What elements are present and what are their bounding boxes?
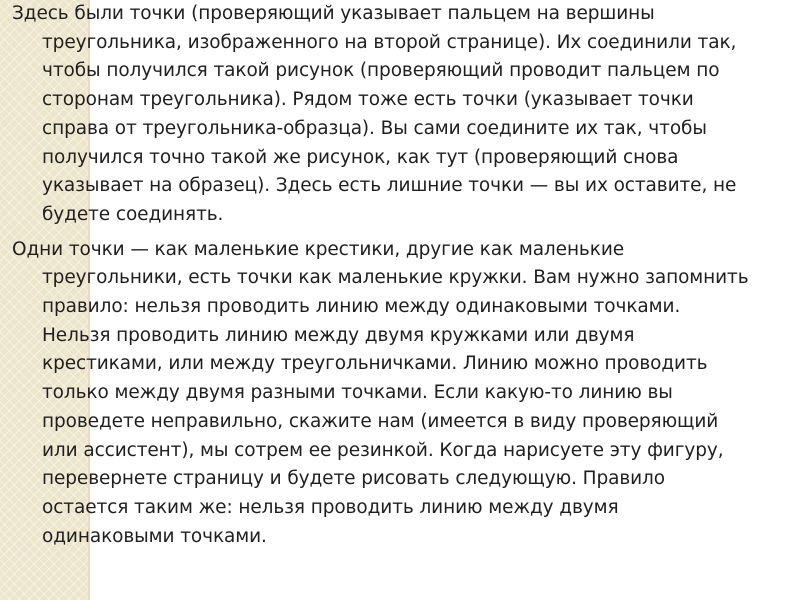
instruction-paragraph-1: Здесь были точки (проверяющий указывает пальцем на вершины треугольника, изображенного на второй странице). Их соединили так, чтобы получился такой рисунок (проверяющий проводит пальцем по сторонам треугольника). Рядом тоже есть точки (указывает точки справа от треугольника-образца). Вы сами соедините их так, чтобы получился точно такой же рисунок, как тут (проверяющий снова указывает на образец). Здесь есть лишние точки — вы их оставите, не будете соединять. <box>12 3 737 225</box>
slide-content <box>12 0 794 551</box>
instruction-paragraph-2: Одни точки — как маленькие крестики, другие как маленькие треугольники, есть точки как маленькие кружки. Вам нужно запомнить правило: нельзя проводить линию между одинаковыми точками. Нельзя проводить линию между двумя кружками или двумя крестиками, или между треугольничками. Линию можно проводить только между двумя разными точками. Если какую-то линию вы проведете неправильно, скажите нам (имеется в виду проверяющий или ассистент), мы сотрем ее резинкой. Когда нарисуете эту фигуру, перевернете страницу и будете рисовать следующую. Правило остается таким же: нельзя проводить линию между двумя одинаковыми точками. <box>12 238 749 547</box>
